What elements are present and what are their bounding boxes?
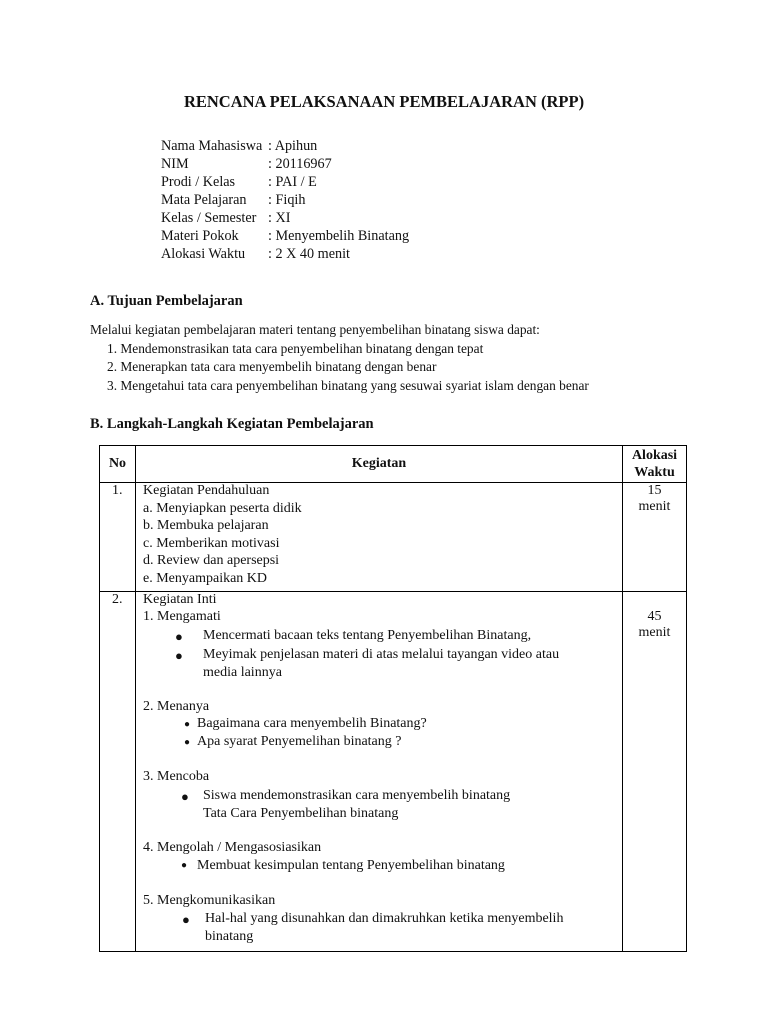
bullet-icon: ●	[175, 648, 183, 663]
step-heading: 1. Mengamati	[143, 609, 221, 624]
identity-key: Alokasi Waktu	[161, 246, 246, 262]
row-number-cell	[100, 592, 136, 952]
step-bullet: Mencermati bacaan teks tentang Penyembelihan Binatang,	[203, 628, 532, 643]
step-bullet: Siswa mendemonstrasikan cara menyembelih binatang	[203, 788, 511, 803]
document-title: RENCANA PELAKSANAAN PEMBELAJARAN (RPP)	[183, 92, 585, 111]
row-number-cell	[100, 483, 136, 592]
step-heading: 3. Mencoba	[143, 769, 210, 784]
identity-value: : 2 X 40 menit	[268, 246, 350, 262]
activity-line: d. Review dan apersepsi	[143, 553, 280, 568]
step-heading: 2. Menanya	[143, 699, 210, 714]
time-value: 15	[647, 483, 662, 498]
activity-cell	[136, 592, 623, 952]
step-bullet: Membuat kesimpulan tentang Penyembelihan binatang	[197, 858, 505, 873]
identity-key: Materi Pokok	[161, 228, 239, 244]
activity-cell	[136, 483, 623, 592]
section-a-heading: A. Tujuan Pembelajaran	[90, 293, 243, 309]
identity-key: Prodi / Kelas	[161, 174, 236, 190]
step-bullet: Hal-hal yang disunahkan dan dimakruhkan ketika menyembelih	[205, 911, 564, 926]
section-b-heading: B. Langkah-Langkah Kegiatan Pembelajaran	[90, 416, 374, 432]
identity-value: : 20116967	[268, 156, 332, 172]
header-kegiatan: Kegiatan	[136, 446, 623, 483]
step-bullet-cont: Tata Cara Penyembelihan binatang	[203, 806, 399, 821]
header-alokasi	[623, 446, 687, 483]
objective-item: 1. Mendemonstrasikan tata cara penyembelihan binatang dengan tepat	[107, 341, 484, 356]
table-row	[100, 483, 687, 592]
objective-item: 3. Mengetahui tata cara penyembelihan binatang yang sesuwai syariat islam dengan benar	[107, 378, 589, 393]
header-no: No	[100, 446, 136, 483]
activity-line: c. Memberikan motivasi	[143, 535, 280, 551]
time-cell	[623, 592, 687, 952]
step-bullet: Apa syarat Penyemelihan binatang ?	[197, 734, 402, 749]
time-unit: menit	[638, 499, 671, 514]
objective-item: 2. Menerapkan tata cara menyembelih binatang dengan benar	[107, 359, 437, 374]
header-alokasi-line: Waktu	[634, 465, 675, 480]
step-bullet-cont: media lainnya	[203, 665, 282, 680]
step-bullet-cont: binatang	[205, 929, 254, 944]
activities-table	[99, 445, 687, 952]
table-row	[100, 592, 687, 952]
identity-key: NIM	[161, 156, 189, 172]
activity-line: e. Menyampaikan KD	[143, 570, 268, 586]
time-value: 45	[647, 609, 662, 624]
activity-line: Kegiatan Pendahuluan	[143, 483, 270, 498]
section-a-intro: Melalui kegiatan pembelajaran materi tentang penyembelihan binatang siswa dapat:	[90, 322, 540, 337]
row-number: 2.	[112, 592, 123, 607]
identity-value: : Apihun	[268, 138, 318, 154]
step-heading: 4. Mengolah / Mengasosiasikan	[143, 840, 322, 855]
bullet-icon: ●	[181, 789, 189, 804]
activity-line: b. Membuka pelajaran	[143, 518, 269, 533]
identity-value: : Fiqih	[268, 192, 306, 208]
activity-line: a. Menyiapkan peserta didik	[143, 500, 302, 516]
identity-value: : PAI / E	[268, 174, 317, 190]
bullet-icon: ●	[175, 629, 183, 644]
header-alokasi-line: Alokasi	[631, 448, 678, 463]
step-bullet: Meyimak penjelasan materi di atas melalui tayangan video atau	[203, 647, 560, 662]
bullet-icon: ●	[182, 912, 190, 927]
bullet-icon: ●	[184, 719, 191, 730]
identity-key: Nama Mahasiswa	[161, 138, 263, 154]
table-header-row	[100, 446, 687, 483]
identity-key: Mata Pelajaran	[161, 192, 247, 208]
identity-value: : Menyembelih Binatang	[268, 228, 410, 244]
time-cell	[623, 483, 687, 592]
identity-key: Kelas / Semester	[161, 210, 257, 226]
identity-value: : XI	[268, 210, 291, 226]
step-bullet: Bagaimana cara menyembelih Binatang?	[197, 716, 427, 731]
time-unit: menit	[638, 625, 671, 640]
bullet-icon: ●	[184, 737, 191, 748]
row-number: 1.	[112, 483, 123, 498]
bullet-icon: ●	[181, 860, 188, 871]
activity-title: Kegiatan Inti	[143, 592, 217, 607]
step-heading: 5. Mengkomunikasikan	[143, 893, 276, 908]
